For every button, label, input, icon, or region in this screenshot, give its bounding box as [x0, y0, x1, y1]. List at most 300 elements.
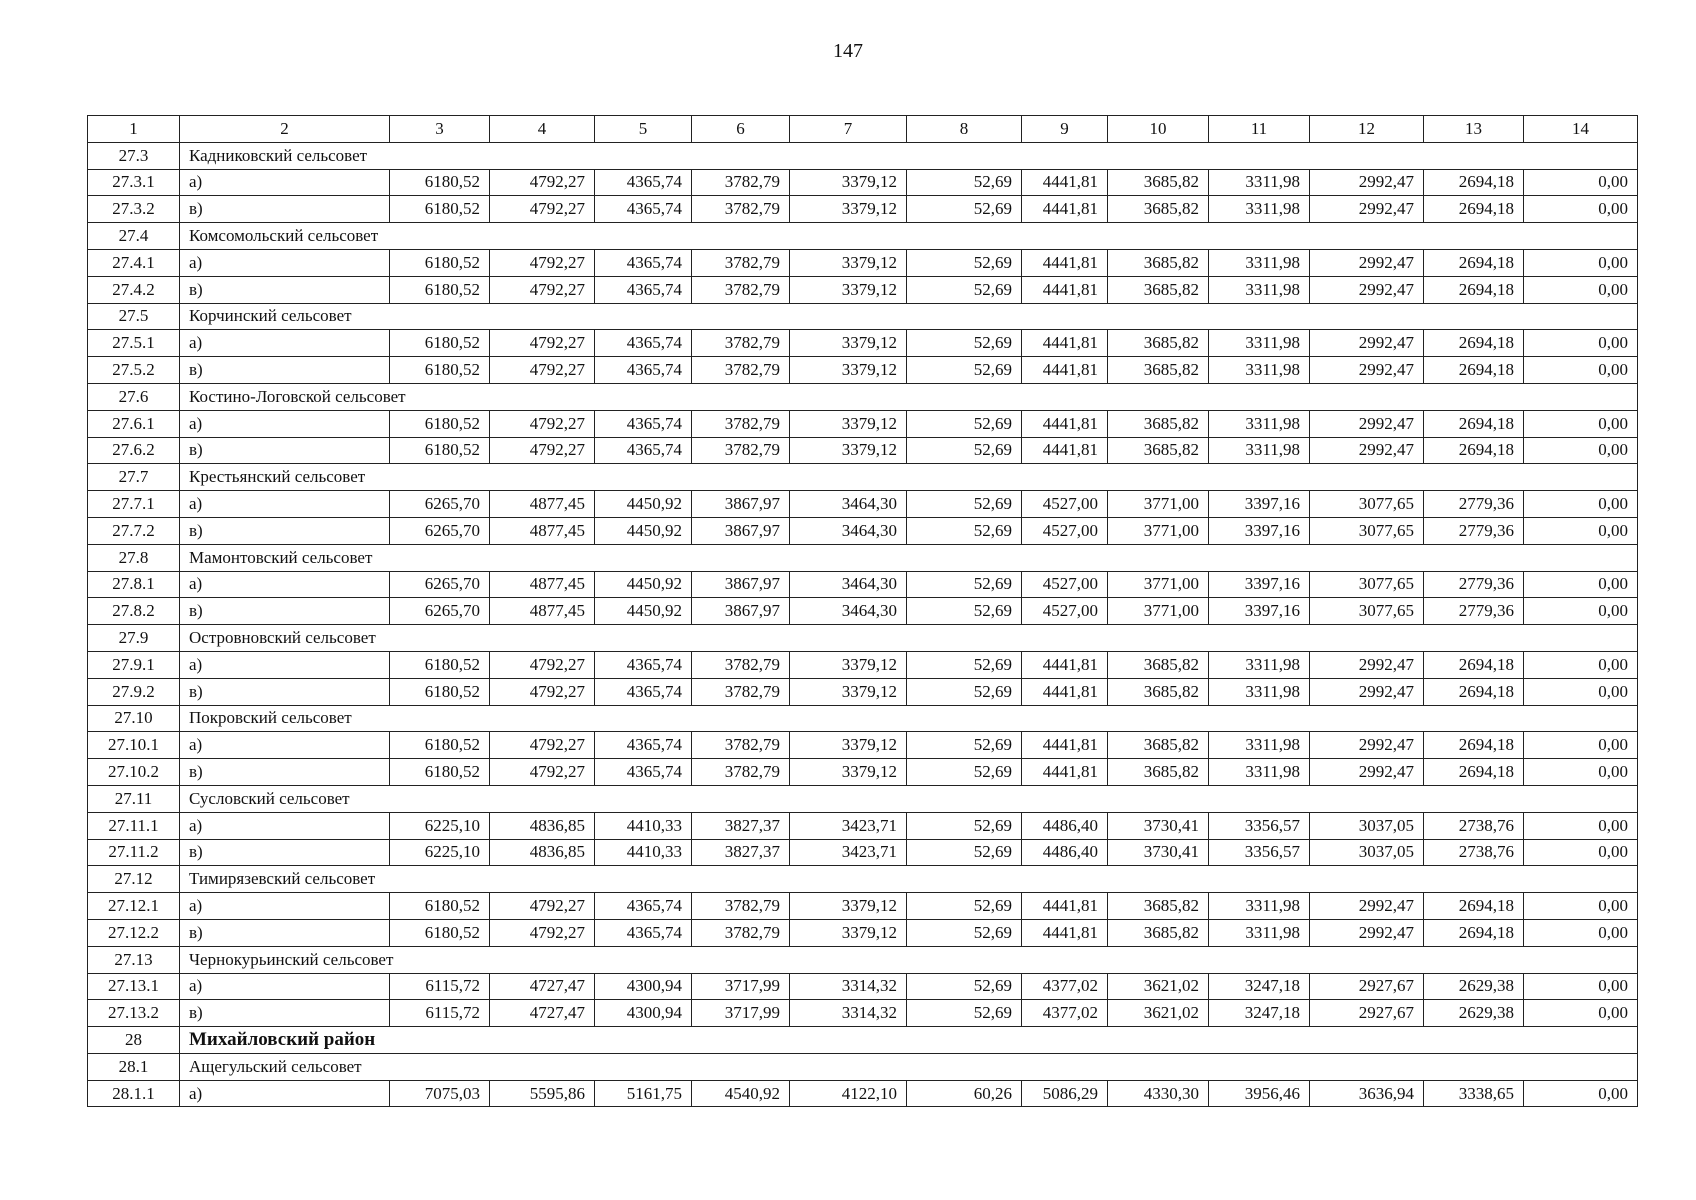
value-cell: 2992,47	[1310, 249, 1424, 276]
value-cell: 4486,40	[1022, 812, 1108, 839]
value-cell: 4441,81	[1022, 410, 1108, 437]
value-cell: 2694,18	[1424, 410, 1524, 437]
value-cell: 3379,12	[790, 357, 907, 384]
section-name: Комсомольский сельсовет	[180, 223, 1638, 250]
value-cell: 2694,18	[1424, 169, 1524, 196]
value-cell: 3311,98	[1209, 410, 1310, 437]
row-code: 27.3.1	[88, 169, 180, 196]
value-cell: 52,69	[907, 249, 1022, 276]
value-cell: 3867,97	[692, 571, 790, 598]
value-cell: 4365,74	[595, 276, 692, 303]
value-cell: 4377,02	[1022, 1000, 1108, 1027]
value-cell: 0,00	[1524, 196, 1638, 223]
section-row	[88, 303, 1638, 330]
value-cell: 2779,36	[1424, 491, 1524, 518]
value-cell: 3782,79	[692, 919, 790, 946]
value-cell: 2992,47	[1310, 437, 1424, 464]
value-cell: 4441,81	[1022, 651, 1108, 678]
row-code: 27.5.1	[88, 330, 180, 357]
value-cell: 3782,79	[692, 732, 790, 759]
row-code: 27.6.2	[88, 437, 180, 464]
value-cell: 4300,94	[595, 973, 692, 1000]
section-row	[88, 464, 1638, 491]
value-cell: 3730,41	[1108, 812, 1209, 839]
value-cell: 4365,74	[595, 196, 692, 223]
value-cell: 4527,00	[1022, 571, 1108, 598]
table-row	[88, 196, 1638, 223]
column-header: 8	[907, 116, 1022, 143]
value-cell: 4877,45	[490, 571, 595, 598]
value-cell: 52,69	[907, 759, 1022, 786]
row-code: 27.11.1	[88, 812, 180, 839]
row-code: 27.13.1	[88, 973, 180, 1000]
row-code: 27.3	[88, 142, 180, 169]
row-code: 27.5	[88, 303, 180, 330]
value-cell: 3311,98	[1209, 651, 1310, 678]
row-code: 27.12.1	[88, 893, 180, 920]
value-cell: 3379,12	[790, 169, 907, 196]
row-label: в)	[180, 678, 390, 705]
row-code: 27.4	[88, 223, 180, 250]
value-cell: 3782,79	[692, 410, 790, 437]
value-cell: 0,00	[1524, 919, 1638, 946]
value-cell: 6180,52	[390, 410, 490, 437]
value-cell: 3827,37	[692, 839, 790, 866]
value-cell: 3685,82	[1108, 893, 1209, 920]
value-cell: 3311,98	[1209, 330, 1310, 357]
value-cell: 4441,81	[1022, 759, 1108, 786]
row-code: 27.11	[88, 785, 180, 812]
value-cell: 3314,32	[790, 1000, 907, 1027]
value-cell: 2629,38	[1424, 1000, 1524, 1027]
district-name: Михайловский район	[180, 1027, 1638, 1054]
value-cell: 3867,97	[692, 491, 790, 518]
value-cell: 4441,81	[1022, 357, 1108, 384]
value-cell: 3311,98	[1209, 169, 1310, 196]
row-code: 28.1	[88, 1053, 180, 1080]
row-label: в)	[180, 196, 390, 223]
value-cell: 52,69	[907, 437, 1022, 464]
row-label: в)	[180, 517, 390, 544]
row-label: в)	[180, 1000, 390, 1027]
section-row	[88, 625, 1638, 652]
table-row	[88, 919, 1638, 946]
column-header: 7	[790, 116, 907, 143]
value-cell: 3397,16	[1209, 571, 1310, 598]
table-row	[88, 169, 1638, 196]
value-cell: 4365,74	[595, 330, 692, 357]
value-cell: 4792,27	[490, 678, 595, 705]
value-cell: 2992,47	[1310, 276, 1424, 303]
value-cell: 4877,45	[490, 491, 595, 518]
value-cell: 3717,99	[692, 973, 790, 1000]
value-cell: 52,69	[907, 732, 1022, 759]
value-cell: 3685,82	[1108, 678, 1209, 705]
value-cell: 0,00	[1524, 276, 1638, 303]
value-cell: 2694,18	[1424, 357, 1524, 384]
value-cell: 2694,18	[1424, 249, 1524, 276]
value-cell: 3311,98	[1209, 893, 1310, 920]
value-cell: 52,69	[907, 973, 1022, 1000]
value-cell: 6180,52	[390, 249, 490, 276]
value-cell: 2927,67	[1310, 1000, 1424, 1027]
table-row	[88, 1000, 1638, 1027]
row-code: 27.9.1	[88, 651, 180, 678]
value-cell: 0,00	[1524, 651, 1638, 678]
value-cell: 2992,47	[1310, 330, 1424, 357]
section-name: Островновский сельсовет	[180, 625, 1638, 652]
row-label: в)	[180, 437, 390, 464]
value-cell: 6180,52	[390, 651, 490, 678]
header-row	[88, 116, 1638, 143]
value-cell: 3782,79	[692, 651, 790, 678]
row-label: а)	[180, 330, 390, 357]
value-cell: 5595,86	[490, 1080, 595, 1107]
table-row	[88, 651, 1638, 678]
value-cell: 4450,92	[595, 598, 692, 625]
table-row	[88, 839, 1638, 866]
value-cell: 52,69	[907, 196, 1022, 223]
value-cell: 4300,94	[595, 1000, 692, 1027]
value-cell: 4441,81	[1022, 196, 1108, 223]
value-cell: 4792,27	[490, 919, 595, 946]
value-cell: 3311,98	[1209, 276, 1310, 303]
value-cell: 3423,71	[790, 812, 907, 839]
value-cell: 3730,41	[1108, 839, 1209, 866]
value-cell: 3464,30	[790, 571, 907, 598]
value-cell: 6115,72	[390, 1000, 490, 1027]
value-cell: 4792,27	[490, 437, 595, 464]
value-cell: 3685,82	[1108, 357, 1209, 384]
table-row	[88, 678, 1638, 705]
value-cell: 4792,27	[490, 196, 595, 223]
value-cell: 4365,74	[595, 919, 692, 946]
row-code: 27.8.1	[88, 571, 180, 598]
value-cell: 3311,98	[1209, 678, 1310, 705]
value-cell: 3782,79	[692, 169, 790, 196]
row-code: 27.7.2	[88, 517, 180, 544]
value-cell: 52,69	[907, 1000, 1022, 1027]
value-cell: 4527,00	[1022, 598, 1108, 625]
table-row	[88, 330, 1638, 357]
value-cell: 3379,12	[790, 276, 907, 303]
column-header: 1	[88, 116, 180, 143]
row-code: 27.10.1	[88, 732, 180, 759]
row-label: в)	[180, 598, 390, 625]
value-cell: 3685,82	[1108, 732, 1209, 759]
value-cell: 3037,05	[1310, 839, 1424, 866]
table-row	[88, 973, 1638, 1000]
section-row	[88, 785, 1638, 812]
value-cell: 3247,18	[1209, 1000, 1310, 1027]
value-cell: 3782,79	[692, 249, 790, 276]
value-cell: 4441,81	[1022, 169, 1108, 196]
value-cell: 0,00	[1524, 973, 1638, 1000]
value-cell: 4410,33	[595, 812, 692, 839]
value-cell: 4527,00	[1022, 517, 1108, 544]
value-cell: 4441,81	[1022, 249, 1108, 276]
table-row	[88, 276, 1638, 303]
value-cell: 3423,71	[790, 839, 907, 866]
column-header: 3	[390, 116, 490, 143]
section-name: Корчинский сельсовет	[180, 303, 1638, 330]
value-cell: 2779,36	[1424, 598, 1524, 625]
row-label: в)	[180, 276, 390, 303]
value-cell: 0,00	[1524, 357, 1638, 384]
value-cell: 6265,70	[390, 571, 490, 598]
value-cell: 3464,30	[790, 517, 907, 544]
value-cell: 3782,79	[692, 196, 790, 223]
row-label: а)	[180, 249, 390, 276]
value-cell: 4441,81	[1022, 330, 1108, 357]
row-label: а)	[180, 1080, 390, 1107]
value-cell: 3338,65	[1424, 1080, 1524, 1107]
value-cell: 52,69	[907, 812, 1022, 839]
value-cell: 4727,47	[490, 1000, 595, 1027]
value-cell: 4527,00	[1022, 491, 1108, 518]
value-cell: 3311,98	[1209, 196, 1310, 223]
value-cell: 3685,82	[1108, 276, 1209, 303]
value-cell: 0,00	[1524, 893, 1638, 920]
value-cell: 0,00	[1524, 169, 1638, 196]
value-cell: 52,69	[907, 491, 1022, 518]
section-name: Кадниковский сельсовет	[180, 142, 1638, 169]
value-cell: 4365,74	[595, 732, 692, 759]
value-cell: 4792,27	[490, 249, 595, 276]
value-cell: 4792,27	[490, 169, 595, 196]
value-cell: 6180,52	[390, 919, 490, 946]
value-cell: 0,00	[1524, 1000, 1638, 1027]
value-cell: 4486,40	[1022, 839, 1108, 866]
value-cell: 2992,47	[1310, 196, 1424, 223]
value-cell: 4450,92	[595, 517, 692, 544]
value-cell: 3077,65	[1310, 598, 1424, 625]
value-cell: 4792,27	[490, 651, 595, 678]
value-cell: 3247,18	[1209, 973, 1310, 1000]
value-cell: 60,26	[907, 1080, 1022, 1107]
value-cell: 2629,38	[1424, 973, 1524, 1000]
value-cell: 3397,16	[1209, 598, 1310, 625]
row-code: 28.1.1	[88, 1080, 180, 1107]
value-cell: 2694,18	[1424, 330, 1524, 357]
value-cell: 4365,74	[595, 357, 692, 384]
value-cell: 0,00	[1524, 1080, 1638, 1107]
value-cell: 3685,82	[1108, 437, 1209, 464]
value-cell: 2694,18	[1424, 437, 1524, 464]
value-cell: 3397,16	[1209, 491, 1310, 518]
column-header: 4	[490, 116, 595, 143]
value-cell: 3636,94	[1310, 1080, 1424, 1107]
value-cell: 3311,98	[1209, 249, 1310, 276]
value-cell: 4792,27	[490, 276, 595, 303]
value-cell: 0,00	[1524, 812, 1638, 839]
value-cell: 52,69	[907, 839, 1022, 866]
value-cell: 52,69	[907, 598, 1022, 625]
table-row	[88, 598, 1638, 625]
value-cell: 4441,81	[1022, 732, 1108, 759]
value-cell: 6180,52	[390, 893, 490, 920]
value-cell: 6180,52	[390, 276, 490, 303]
value-cell: 4365,74	[595, 651, 692, 678]
section-row	[88, 705, 1638, 732]
district-row	[88, 1027, 1638, 1054]
value-cell: 3685,82	[1108, 169, 1209, 196]
value-cell: 3379,12	[790, 651, 907, 678]
value-cell: 4792,27	[490, 410, 595, 437]
value-cell: 0,00	[1524, 249, 1638, 276]
value-cell: 7075,03	[390, 1080, 490, 1107]
row-code: 27.4.1	[88, 249, 180, 276]
section-row	[88, 223, 1638, 250]
value-cell: 4365,74	[595, 169, 692, 196]
row-label: а)	[180, 651, 390, 678]
value-cell: 2779,36	[1424, 517, 1524, 544]
value-cell: 6180,52	[390, 196, 490, 223]
table-row	[88, 249, 1638, 276]
value-cell: 3077,65	[1310, 517, 1424, 544]
value-cell: 3379,12	[790, 893, 907, 920]
section-row	[88, 544, 1638, 571]
value-cell: 52,69	[907, 276, 1022, 303]
table-row	[88, 893, 1638, 920]
value-cell: 3379,12	[790, 437, 907, 464]
value-cell: 3685,82	[1108, 410, 1209, 437]
row-label: а)	[180, 812, 390, 839]
value-cell: 4836,85	[490, 839, 595, 866]
table-row	[88, 812, 1638, 839]
section-name: Ащегульский сельсовет	[180, 1053, 1638, 1080]
row-code: 27.13	[88, 946, 180, 973]
value-cell: 0,00	[1524, 839, 1638, 866]
value-cell: 2694,18	[1424, 893, 1524, 920]
value-cell: 2738,76	[1424, 812, 1524, 839]
value-cell: 3379,12	[790, 410, 907, 437]
value-cell: 2694,18	[1424, 919, 1524, 946]
value-cell: 52,69	[907, 517, 1022, 544]
row-code: 27.6.1	[88, 410, 180, 437]
row-code: 27.8.2	[88, 598, 180, 625]
value-cell: 3314,32	[790, 973, 907, 1000]
value-cell: 3771,00	[1108, 598, 1209, 625]
value-cell: 6265,70	[390, 517, 490, 544]
value-cell: 3685,82	[1108, 651, 1209, 678]
value-cell: 0,00	[1524, 732, 1638, 759]
value-cell: 2694,18	[1424, 732, 1524, 759]
value-cell: 52,69	[907, 893, 1022, 920]
value-cell: 52,69	[907, 357, 1022, 384]
value-cell: 4365,74	[595, 759, 692, 786]
value-cell: 4441,81	[1022, 276, 1108, 303]
column-header: 11	[1209, 116, 1310, 143]
value-cell: 3956,46	[1209, 1080, 1310, 1107]
value-cell: 6180,52	[390, 437, 490, 464]
value-cell: 3379,12	[790, 196, 907, 223]
column-header: 9	[1022, 116, 1108, 143]
section-name: Костино-Логовской сельсовет	[180, 383, 1638, 410]
value-cell: 2992,47	[1310, 919, 1424, 946]
value-cell: 6180,52	[390, 678, 490, 705]
row-label: а)	[180, 169, 390, 196]
value-cell: 3685,82	[1108, 919, 1209, 946]
row-label: а)	[180, 893, 390, 920]
value-cell: 4792,27	[490, 893, 595, 920]
row-code: 27.11.2	[88, 839, 180, 866]
value-cell: 3827,37	[692, 812, 790, 839]
table-row	[88, 517, 1638, 544]
value-cell: 4792,27	[490, 357, 595, 384]
row-code: 27.12	[88, 866, 180, 893]
value-cell: 2992,47	[1310, 410, 1424, 437]
value-cell: 2694,18	[1424, 196, 1524, 223]
value-cell: 3685,82	[1108, 249, 1209, 276]
value-cell: 4365,74	[595, 437, 692, 464]
table-row	[88, 357, 1638, 384]
row-label: а)	[180, 973, 390, 1000]
value-cell: 3782,79	[692, 357, 790, 384]
value-cell: 3379,12	[790, 678, 907, 705]
value-cell: 6115,72	[390, 973, 490, 1000]
value-cell: 5161,75	[595, 1080, 692, 1107]
row-code: 27.5.2	[88, 357, 180, 384]
column-header: 13	[1424, 116, 1524, 143]
value-cell: 3771,00	[1108, 517, 1209, 544]
value-cell: 0,00	[1524, 678, 1638, 705]
section-row	[88, 383, 1638, 410]
value-cell: 4792,27	[490, 759, 595, 786]
row-label: а)	[180, 732, 390, 759]
value-cell: 6180,52	[390, 732, 490, 759]
value-cell: 3782,79	[692, 893, 790, 920]
tariff-table	[87, 115, 1638, 1107]
table-row	[88, 571, 1638, 598]
table-row	[88, 410, 1638, 437]
row-label: а)	[180, 571, 390, 598]
value-cell: 2992,47	[1310, 893, 1424, 920]
value-cell: 2992,47	[1310, 169, 1424, 196]
section-row	[88, 946, 1638, 973]
value-cell: 3867,97	[692, 598, 790, 625]
value-cell: 4365,74	[595, 410, 692, 437]
value-cell: 2694,18	[1424, 276, 1524, 303]
row-code: 28	[88, 1027, 180, 1054]
value-cell: 4365,74	[595, 893, 692, 920]
row-label: в)	[180, 919, 390, 946]
value-cell: 6180,52	[390, 759, 490, 786]
value-cell: 3356,57	[1209, 812, 1310, 839]
row-label: а)	[180, 491, 390, 518]
value-cell: 52,69	[907, 330, 1022, 357]
row-code: 27.9	[88, 625, 180, 652]
row-code: 27.12.2	[88, 919, 180, 946]
value-cell: 2992,47	[1310, 678, 1424, 705]
value-cell: 3685,82	[1108, 759, 1209, 786]
value-cell: 3037,05	[1310, 812, 1424, 839]
value-cell: 6265,70	[390, 491, 490, 518]
value-cell: 3717,99	[692, 1000, 790, 1027]
value-cell: 2694,18	[1424, 678, 1524, 705]
value-cell: 52,69	[907, 571, 1022, 598]
value-cell: 3771,00	[1108, 571, 1209, 598]
value-cell: 3077,65	[1310, 571, 1424, 598]
section-name: Тимирязевский сельсовет	[180, 866, 1638, 893]
value-cell: 3782,79	[692, 276, 790, 303]
value-cell: 6180,52	[390, 169, 490, 196]
row-code: 27.8	[88, 544, 180, 571]
row-code: 27.3.2	[88, 196, 180, 223]
value-cell: 3311,98	[1209, 919, 1310, 946]
table-row	[88, 1080, 1638, 1107]
page-number: 147	[833, 40, 863, 62]
